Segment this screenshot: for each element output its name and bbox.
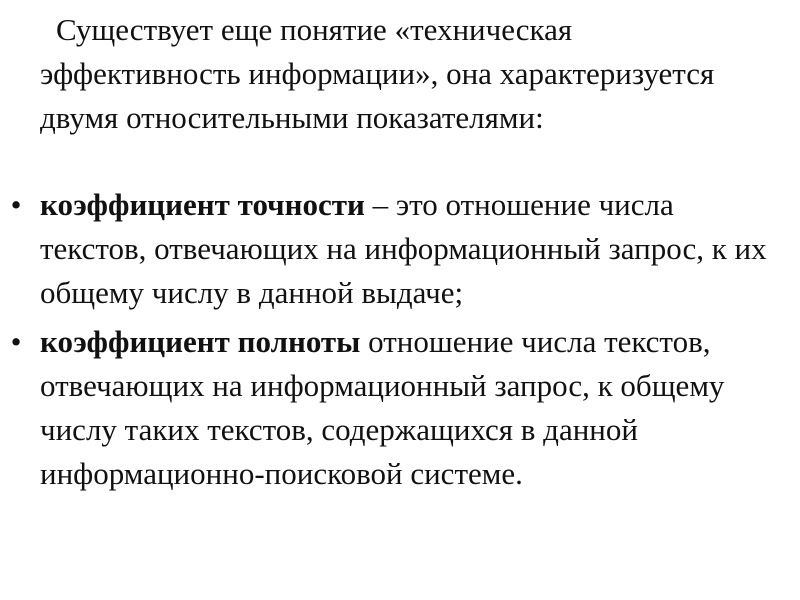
bullet-term: коэффициент точности bbox=[40, 187, 365, 222]
bullet-item bbox=[10, 183, 780, 315]
bullet-marker: • bbox=[10, 187, 22, 222]
bullet-item bbox=[10, 320, 780, 496]
bullet-marker: • bbox=[10, 324, 22, 359]
bullet-text: – это отношение числа текстов, отвечающих на информационный запрос, к их общему числу в данной выдаче; bbox=[40, 187, 767, 310]
intro-paragraph: Существует еще понятие «техническая эффективность информации», она характеризуется двумя относительными показателями: bbox=[40, 12, 715, 135]
bullet-term: коэффициент полноты bbox=[40, 324, 361, 359]
bullet-text: отношение числа текстов, отвечающих на информационный запрос, к общему числу таких текстов, содержащихся в данной информационно-поисковой системе. bbox=[40, 324, 725, 491]
